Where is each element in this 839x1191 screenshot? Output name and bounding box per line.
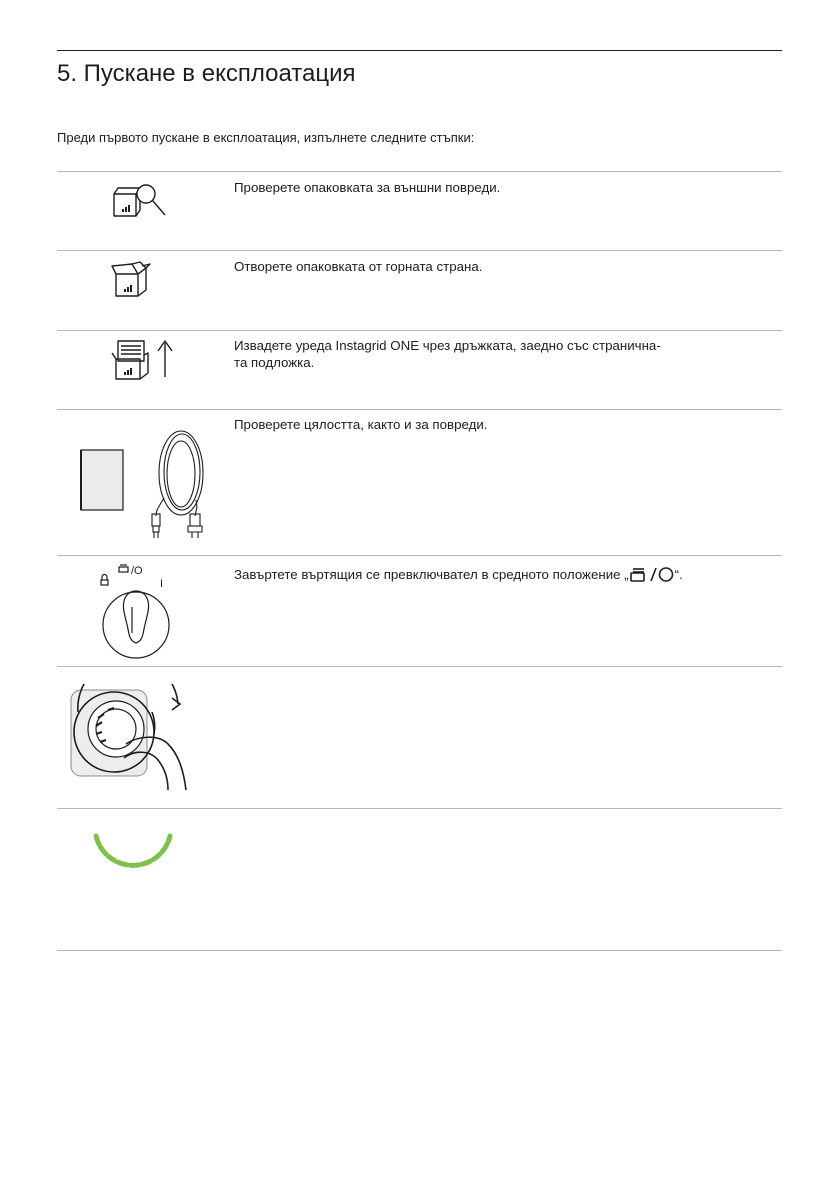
box-magnifier-icon	[108, 180, 170, 220]
step-divider	[57, 555, 782, 556]
section-title: 5. Пускане в експлоатация	[57, 60, 356, 87]
switch-on-label: I	[160, 578, 164, 590]
unpack-device-icon	[110, 335, 180, 383]
step-3-text	[234, 337, 734, 371]
step-1-text: Проверете опаковката за външни повреди.	[234, 180, 501, 195]
step-3-line-2: та подложка.	[234, 355, 315, 370]
step-divider	[57, 171, 782, 172]
step-divider	[57, 950, 782, 951]
open-box-icon	[110, 260, 162, 300]
step-2-text: Отворете опаковката от горната страна.	[234, 259, 483, 274]
standby-symbol-icon	[629, 566, 675, 583]
step-divider	[57, 666, 782, 667]
step-divider	[57, 808, 782, 809]
step-divider	[57, 409, 782, 410]
step-divider	[57, 330, 782, 331]
step-divider	[57, 250, 782, 251]
manual-and-cable-icon	[78, 428, 212, 542]
rotary-switch-icon	[96, 563, 176, 661]
top-rule	[57, 50, 782, 51]
intro-text: Преди първото пускане в експлоатация, изпълнете следните стъпки:	[57, 130, 475, 145]
step-5-text	[234, 566, 734, 583]
plug-twist-icon	[68, 684, 200, 792]
led-ring-icon	[90, 832, 176, 882]
step-4-text: Проверете цялостта, както и за повреди.	[234, 417, 488, 432]
switch-middle-label: /O	[131, 565, 143, 577]
step-3-line-1: Извадете уреда Instagrid ONE чрез дръжката, заедно със странична-	[234, 338, 661, 353]
step-5-text-before: Завъртете въртящия се превключвател в средното положение „	[234, 567, 629, 582]
step-5-text-after: “.	[674, 567, 683, 582]
